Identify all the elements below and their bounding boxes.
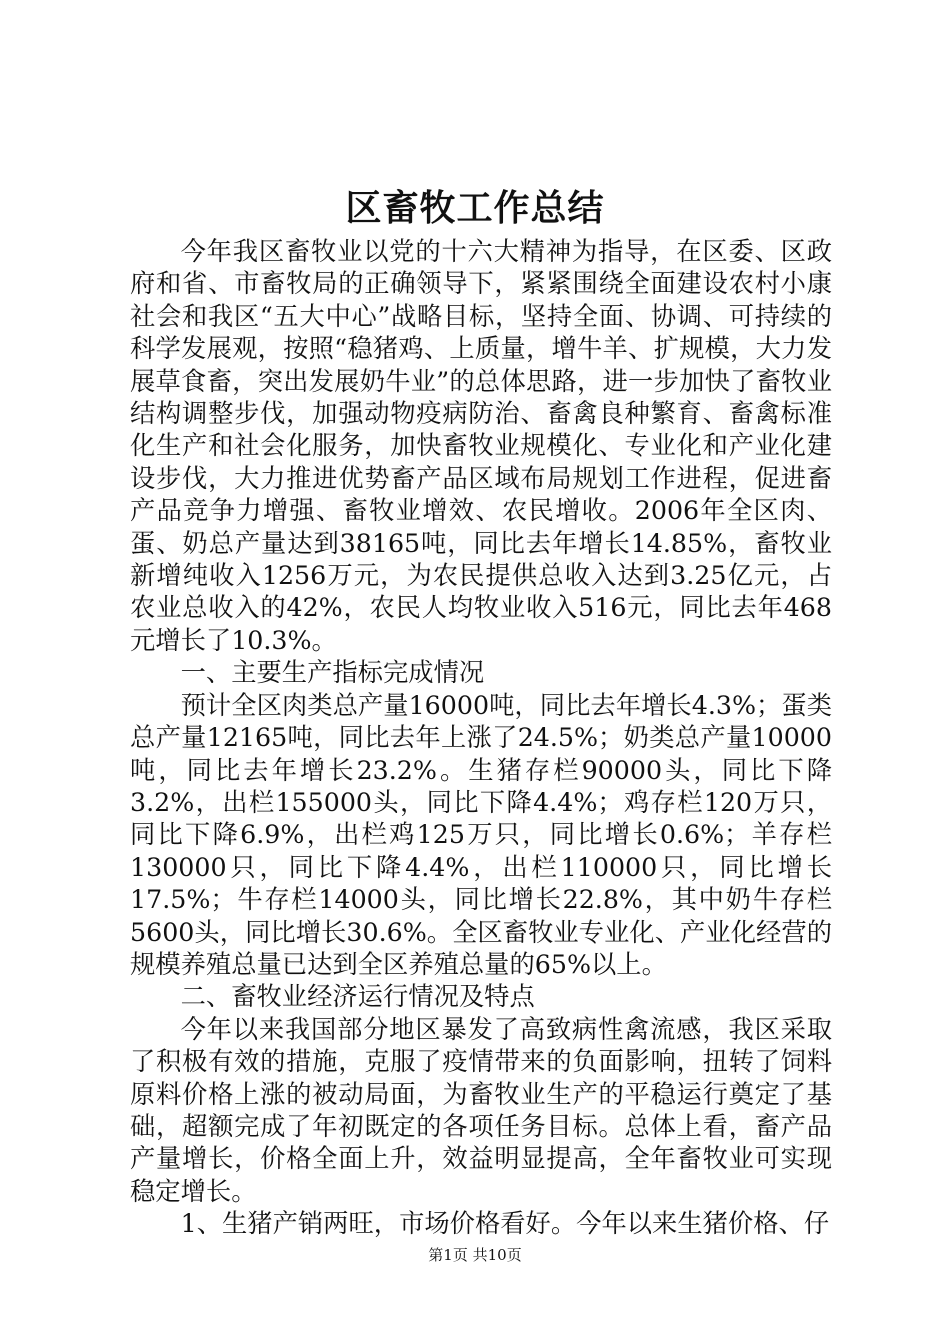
paragraph-intro: 今年我区畜牧业以党的十六大精神为指导，在区委、区政府和省、市畜牧局的正确领导下，紧紧围绕全面建设农村小康社会和我区“五大中心”战略目标，坚持全面、协调、可持续的科学发展观，按照“稳猪鸡、上质量，增牛羊、扩规模，大力发展草食畜，突出发展奶牛业”的总体思路，进一步加快了畜牧业结构调整步伐，加强动物疫病防治、畜禽良种繁育、畜禽标准化生产和社会化服务，加快畜牧业规模化、专业化和产业化建设步伐，大力推进优势畜产品区域布局规划工作进程，促进畜产品竞争力增强、畜牧业增效、农民增收。2006年全区肉、蛋、奶总产量达到38165吨，同比去年增长14.85%，畜牧业新增纯收入1256万元，为农民提供总收入达到3.25亿元，占农业总收入的42%，农民人均牧业收入516元，同比去年468元增长了10.3%。 (130, 237, 832, 655)
paragraph-production-indicators: 预计全区肉类总产量16000吨，同比去年增长4.3%；蛋类总产量12165吨，同比去年上涨了24.5%；奶类总产量10000吨，同比去年增长23.2%。生猪存栏90000头，同比下降3.2%，出栏155000头，同比下降4.4%；鸡存栏120万只，同比下降6.9%，出栏鸡125万只，同比增长0.6%；羊存栏130000只，同比下降4.4%，出栏110000只，同比增长17.5%；牛存栏14000头，同比增长22.8%，其中奶牛存栏5600头，同比增长30.6%。全区畜牧业专业化、产业化经营的规模养殖总量已达到全区养殖总量的65%以上。 (130, 690, 832, 979)
page-footer: 第1页 共10页 (428, 1246, 522, 1264)
document-body (130, 236, 832, 1241)
section-heading-1: 一、主要生产指标完成情况 (180, 658, 485, 688)
paragraph-item-1: 1、生猪产销两旺，市场价格看好。今年以来生猪价格、仔 (180, 1209, 830, 1239)
paragraph-economic-operation: 今年以来我国部分地区暴发了高致病性禽流感，我区采取了积极有效的措施，克服了疫情带来的负面影响，扭转了饲料原料价格上涨的被动局面，为畜牧业生产的平稳运行奠定了基础，超额完成了年初既定的各项任务目标。总体上看，畜产品产量增长，价格全面上升，效益明显提高，全年畜牧业可实现稳定增长。 (130, 1014, 832, 1206)
section-heading-2: 二、畜牧业经济运行情况及特点 (180, 982, 535, 1012)
document-title: 区畜牧工作总结 (345, 187, 605, 229)
